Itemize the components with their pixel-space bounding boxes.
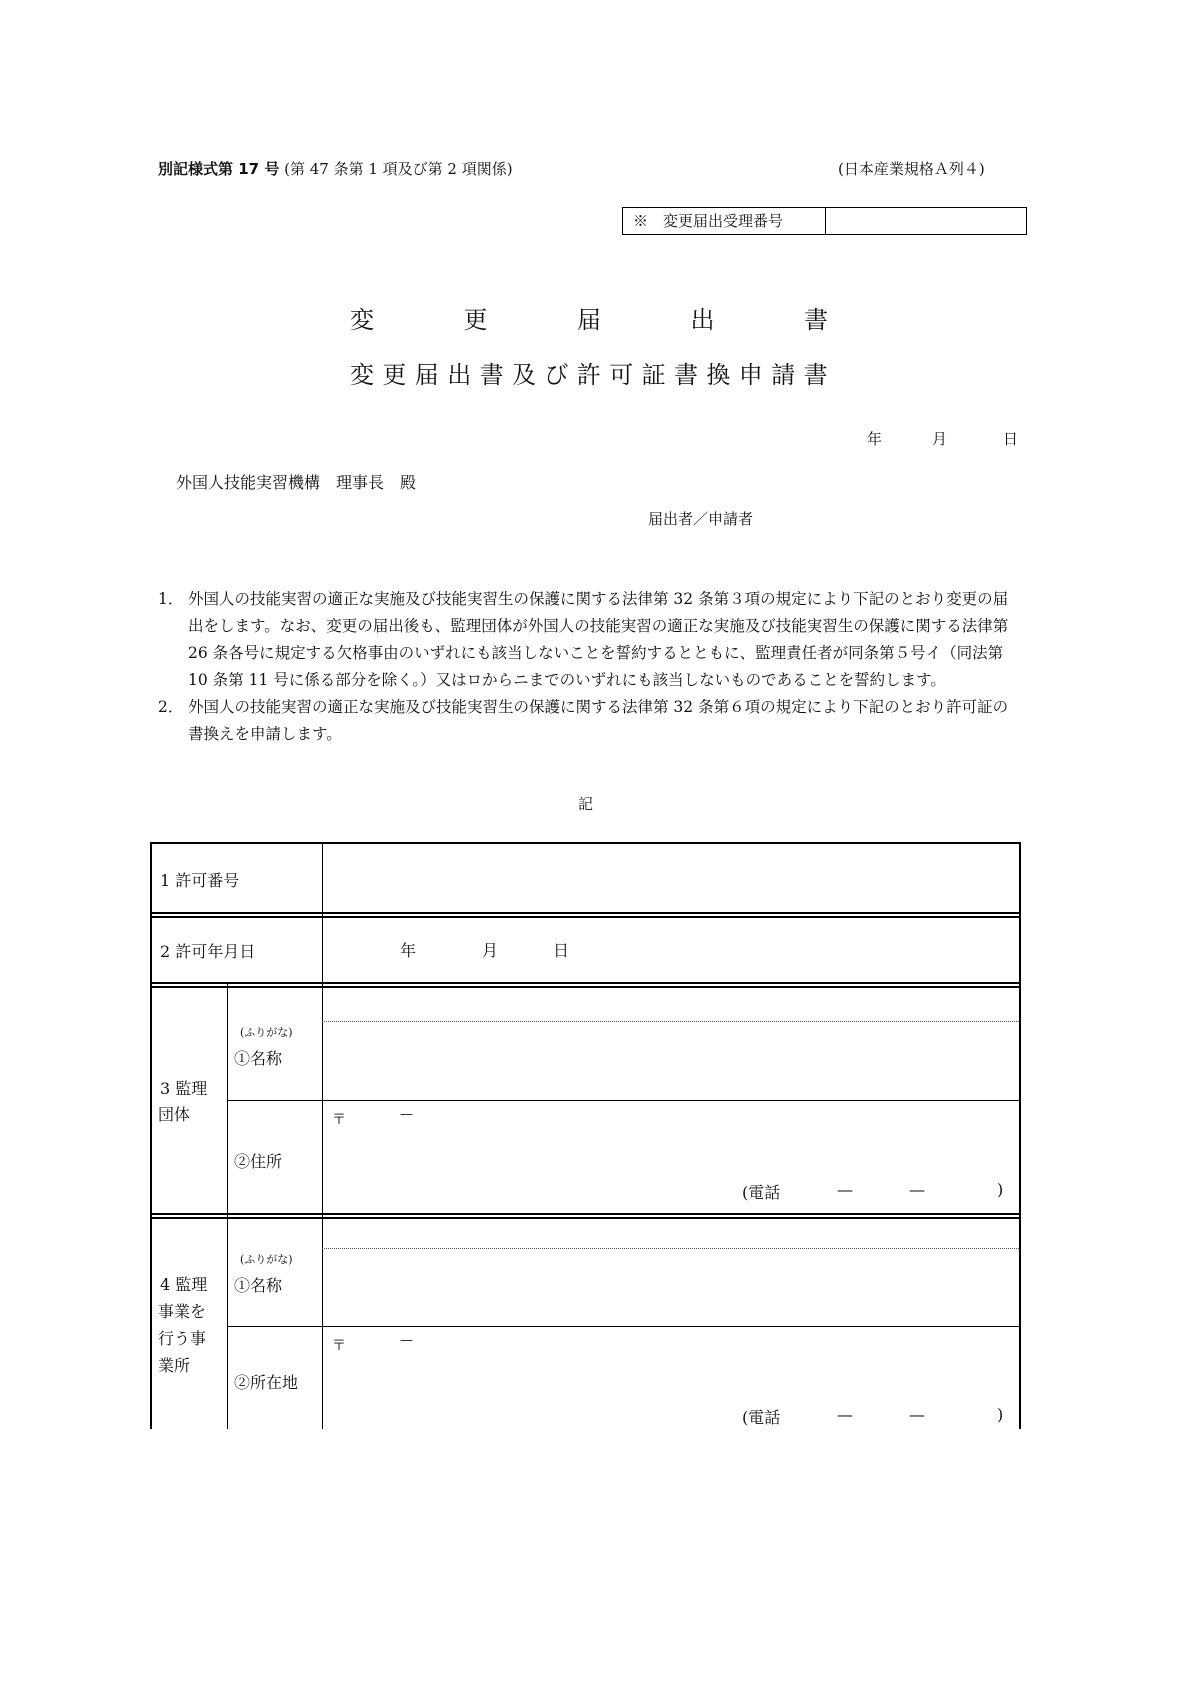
office-name-field[interactable] (327, 1251, 1012, 1323)
phone-close: ) (997, 1405, 1004, 1424)
phone-dash: — (909, 1180, 925, 1199)
date-year: 年 (867, 430, 883, 448)
postal-mark: 〒 (332, 1112, 346, 1128)
permit-year: 年 (400, 941, 417, 960)
furigana-line (322, 1021, 1019, 1022)
permit-date-label: 2 許可年月日 (160, 942, 256, 961)
office-location-label: ②所在地 (234, 1373, 299, 1392)
form-relation: (第 47 条第 1 項及び第 2 項関係) (284, 160, 513, 178)
org-furigana-field[interactable] (327, 989, 1012, 1019)
clause-2 (158, 694, 1020, 748)
office-furigana-field[interactable] (327, 1220, 1012, 1246)
row-line (152, 986, 1019, 988)
phone-dash: — (837, 1405, 853, 1424)
form-header-left (158, 158, 513, 179)
receipt-number-field[interactable] (836, 208, 1021, 234)
org-address-field[interactable] (327, 1104, 1012, 1210)
row-line (152, 1213, 1019, 1215)
office-name-label: ①名称 (234, 1276, 283, 1295)
row-line (152, 912, 1019, 914)
title-line1 (350, 300, 828, 335)
addressee: 外国人技能実習機構 理事長 殿 (176, 473, 417, 492)
office-label-3: 行う事 (158, 1329, 207, 1348)
receipt-number-label: ※ 変更届出受理番号 (623, 208, 826, 234)
date-month: 月 (932, 430, 948, 448)
office-label-2: 事業を (158, 1302, 207, 1321)
phone-open: (電話 (742, 1408, 781, 1427)
permit-date-field[interactable] (327, 920, 1012, 978)
office-location-field[interactable] (327, 1330, 1012, 1429)
clause-1 (158, 586, 1020, 694)
receipt-number-box (622, 207, 1027, 235)
row-line (227, 1326, 1019, 1327)
form-id: 別記様式第 17 号 (158, 160, 280, 178)
title-line2: 変更届出書及び許可証書換申請書 (350, 361, 836, 389)
row-line (152, 982, 1019, 984)
phone-open: (電話 (742, 1183, 781, 1202)
row-line (227, 1100, 1019, 1101)
clause-text: 外国人の技能実習の適正な実施及び技能実習生の保護に関する法律第 32 条第６項の規定により下記のとおり許可証の書換えを申請します。 (188, 698, 1009, 743)
form-table (150, 842, 1021, 1429)
supervising-org-label-2: 団体 (158, 1105, 191, 1124)
title-char: 書 (804, 306, 828, 334)
furigana-label: (ふりがな) (240, 1253, 293, 1266)
paper-size-note: (日本産業規格Ａ列４) (838, 160, 985, 178)
title-char: 出 (690, 306, 715, 334)
clauses (158, 586, 1020, 748)
title-char: 変 (350, 306, 374, 334)
phone-dash: — (837, 1180, 853, 1199)
phone-dash: — (909, 1405, 925, 1424)
org-name-label: ①名称 (234, 1049, 283, 1068)
clause-number: 1． (158, 590, 184, 608)
supervising-org-label: 3 監理 (160, 1079, 208, 1098)
phone-close: ) (997, 1180, 1004, 1199)
row-line (152, 916, 1019, 918)
permit-day: 日 (553, 941, 570, 960)
column-divider (322, 844, 323, 1429)
ki-mark: 記 (578, 795, 594, 813)
applicant-label: 届出者／申請者 (648, 510, 754, 528)
postal-dash: — (400, 1333, 413, 1348)
office-label: 4 監理 (160, 1275, 208, 1294)
permit-month: 月 (482, 941, 499, 960)
furigana-line (322, 1248, 1019, 1249)
org-address-label: ②住所 (234, 1152, 283, 1171)
clause-number: 2． (158, 698, 184, 716)
date-day: 日 (1003, 430, 1019, 448)
office-label-4: 業所 (158, 1356, 191, 1375)
permit-number-field[interactable] (327, 848, 1012, 908)
clause-text: 外国人の技能実習の適正な実施及び技能実習生の保護に関する法律第 32 条第３項の規定により下記のとおり変更の届出をします。なお、変更の届出後も、監理団体が外国人の技能実習の適正な実施及び技能実習生の保護に関する法律第 26 条各号に規定する欠格事由のいずれにも該当しないことを誓約するとともに、監理責任者が同条第５号イ（同法第 10 条第 11 号に係る部分を除く。）又はロからニまでのいずれにも該当しないものであることを誓約します。 (188, 590, 1009, 689)
title-char: 届 (577, 306, 601, 334)
title-char: 更 (463, 306, 488, 334)
org-name-field[interactable] (327, 1024, 1012, 1097)
row-line (152, 1217, 1019, 1219)
sub-column-divider (227, 984, 228, 1429)
postal-dash: — (400, 1107, 413, 1122)
permit-number-label: 1 許可番号 (160, 871, 240, 890)
postal-mark: 〒 (332, 1338, 346, 1354)
furigana-label: (ふりがな) (240, 1026, 293, 1039)
